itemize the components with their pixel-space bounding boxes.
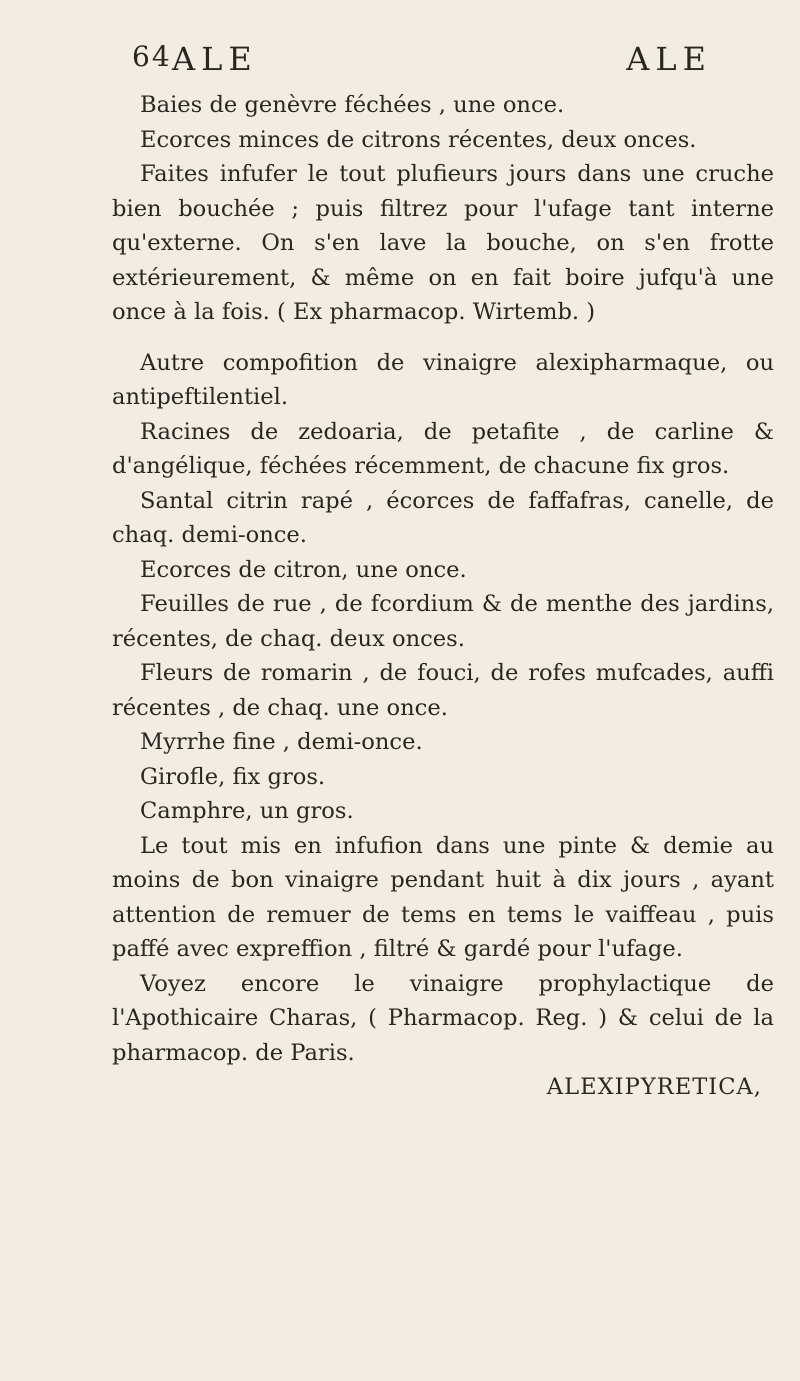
paragraph-camphre: Camphre, un gros. bbox=[140, 798, 354, 824]
paragraph-ecorces-citrons: Ecorces minces de citrons récentes, deux onces. bbox=[140, 126, 697, 153]
catchword: ALEXIPYRETICA, bbox=[546, 1074, 762, 1100]
paragraph-racines: Racines de zedoaria, de petafite , de carline & d'angélique, féchées récemment, de chacune fix gros. bbox=[112, 418, 774, 479]
page-body bbox=[112, 88, 774, 1105]
page-number: 64 bbox=[132, 40, 172, 73]
paragraph-myrrhe: Myrrhe fine , demi-once. bbox=[140, 729, 423, 755]
paragraph-ecorces-citron: Ecorces de citron, une once. bbox=[140, 556, 467, 583]
paragraph-feuilles: Feuilles de rue , de fcordium & de menthe des jardins, récentes, de chaq. deux onces. bbox=[112, 591, 774, 652]
header-left-word: ALE bbox=[172, 40, 258, 78]
header-right-word: ALE bbox=[626, 40, 712, 78]
paragraph-faites-infufer: Faites infufer le tout plufieurs jours dans une cruche bien bouchée ; puis filtrez pour l'ufage tant interne qu'externe. On s'en lave la bouche, on s'en frotte extérieurement, & même on en fait boire jufqu'à une once à la fois. ( Ex pharmacop. Wirtemb. ) bbox=[112, 161, 774, 325]
paragraph-girofle: Girofle, fix gros. bbox=[140, 763, 326, 790]
paragraph-voyez: Voyez encore le vinaigre prophylactique de l'Apothicaire Charas, ( Pharmacop. Reg. ) & celui de la pharmacop. de Paris. bbox=[112, 970, 774, 1066]
paragraph-santal: Santal citrin rapé , écorces de faffafras, canelle, de chaq. demi-once. bbox=[112, 487, 774, 548]
paragraph-autre-compofition: Autre compofition de vinaigre alexipharmaque, ou antipeftilentiel. bbox=[112, 349, 774, 410]
paragraph-baies: Baies de genèvre féchées , une once. bbox=[140, 92, 565, 118]
running-header bbox=[132, 40, 712, 80]
paragraph-le-tout: Le tout mis en infufion dans une pinte & demie au moins de bon vinaigre pendant huit à dix jours , ayant attention de remuer de tems en tems le vaiffeau , puis paffé avec expreffion , filtré & gardé pour l'ufage. bbox=[112, 832, 774, 962]
paragraph-fleurs: Fleurs de romarin , de fouci, de rofes mufcades, auffi récentes , de chaq. une once. bbox=[112, 660, 774, 721]
